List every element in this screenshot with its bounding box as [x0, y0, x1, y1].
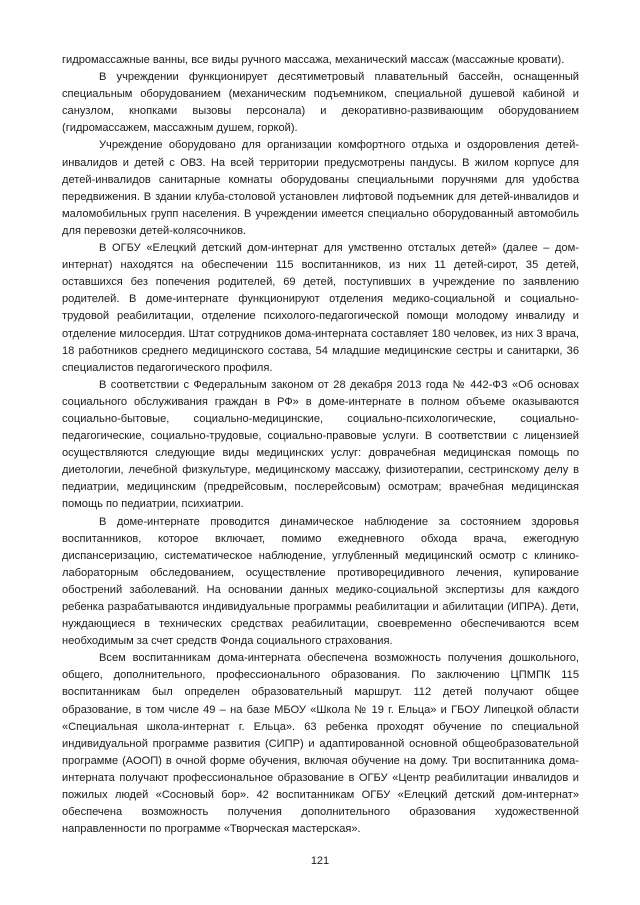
paragraph-7: Всем воспитанникам дома-интерната обеспечена возможность получения дошкольного, общего, дополнительного, профессионального образования. По заключению ЦПМПК 115 воспитанникам был определен образовательный маршрут. 112 детей получают общее образование, в том числе 49 – на базе МБОУ «Школа № 19 г. Ельца» и ГБОУ Липецкой области «Специальная школа-интернат г. Ельца». 63 ребенка проходят обучение по специальной индивидуальной программе развития (СИПР) и адаптированной основной общеобразовательной программе (АООП) в очной форме обучения, включая обучение на дому. Три воспитанника дома-интерната получают профессиональное образование в ОГБУ «Центр реабилитации инвалидов и пожилых людей «Сосновый бор». 42 воспитанникам ОГБУ «Елецкий детский дом-интернат» обеспечена возможность получения дополнительного образования художественной направленности по программе «Творческая мастерская».: [62, 652, 579, 836]
paragraph-2: В учреждении функционирует десятиметровый плавательный бассейн, оснащенный специальным оборудованием (механическим подъемником, специальной душевой кабиной и санузлом, кнопками вызовы персонала) и декоративно-развивающим оборудованием (гидромассажем, массажным душем, горкой).: [62, 71, 579, 135]
page-number: 121: [310, 855, 330, 867]
paragraph-1: гидромассажные ванны, все виды ручного массажа, механический массаж (массажные кровати).: [62, 54, 565, 66]
paragraph-5: В соответствии с Федеральным законом от 28 декабря 2013 года № 442-ФЗ «Об основах социального обслуживания граждан в РФ» в доме-интернате в полном объеме оказываются социально-бытовые, социально-медицинские, социально-психологические, социально-педагогические, социально-трудовые, социально-правовые услуги. В соответствии с лицензией осуществляются следующие виды медицинских услуг: доврачебная медицинская помощь по диетологии, лечебной физкультуре, медицинскому массажу, физиотерапии, сестринскому делу в педиатрии, медицинским (предрейсовым, послерейсовым) осмотрам; врачебная медицинская помощь по педиатрии, психиатрии.: [62, 378, 579, 511]
document-body: [62, 52, 579, 838]
paragraph-3: Учреждение оборудовано для организации комфортного отдыха и оздоровления детей-инвалидов и детей с ОВЗ. На всей территории предусмотрены пандусы. В жилом корпусе для детей-инвалидов санитарные комнаты оборудованы специальными поручнями для удобства передвижения. В здании клуба-столовой установлен лифтовой подъемник для детей-инвалидов и маломобильных групп населения. В учреждении имеется специально оборудованный автомобиль для перевозки детей-колясочников.: [62, 139, 579, 237]
paragraph-4: В ОГБУ «Елецкий детский дом-интернат для умственно отсталых детей» (далее – дом-интернат) находятся на обеспечении 115 воспитанников, из них 11 детей-сирот, 35 детей, оставшихся без попечения родителей, 69 детей, поступивших в учреждение по заявлению родителей. В доме-интернате функционируют отделения медико-социальной и социально-трудовой реабилитации, отделение психолого-педагогической помощи молодому инвалиду и отделение милосердия. Штат сотрудников дома-интерната составляет 180 человек, из них 3 врача, 18 работников среднего медицинского состава, 54 младшие медицинские сестры и санитарки, 36 специалистов педагогического профиля.: [62, 242, 579, 374]
paragraph-6: В доме-интернате проводится динамическое наблюдение за состоянием здоровья воспитанников, которое включает, помимо ежедневного обхода врача, ежегодную диспансеризацию, систематическое наблюдение, углубленный медицинский осмотр с клинико-лабораторным обследованием, осуществление противорецидивного лечения, купирование обострений заболеваний. На основании данных медико-социальной экспертизы для каждого ребенка разрабатываются индивидуальные программы реабилитации и абилитации (ИПРА). Дети, нуждающиеся в технических средствах реабилитации, своевременно обеспечиваются всем необходимым за счет средств Фонда социального страхования.: [62, 515, 579, 648]
